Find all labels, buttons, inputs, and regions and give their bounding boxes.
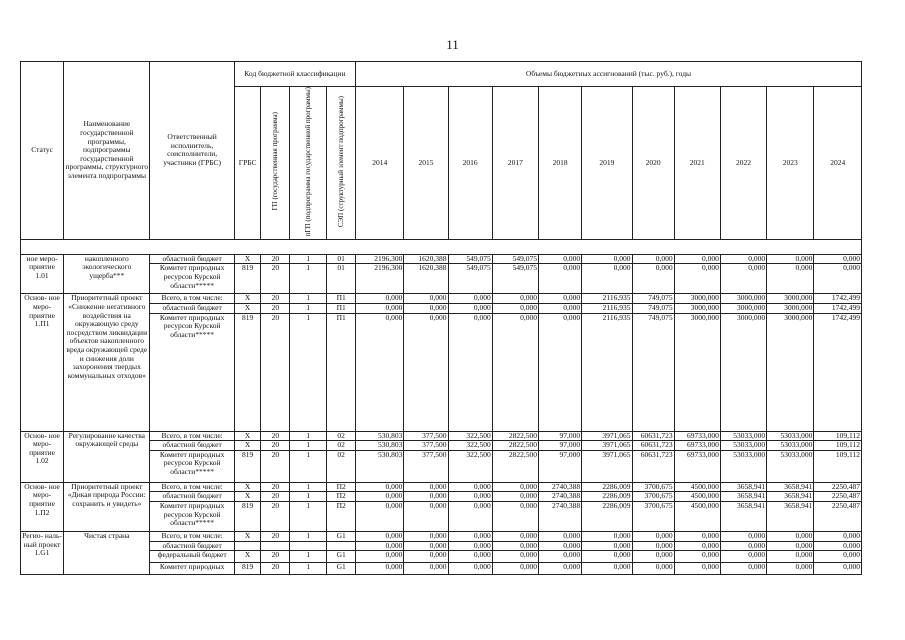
value-cell: 3000,000 — [767, 294, 814, 304]
value-cell: 2250,487 — [814, 501, 862, 531]
pgp-cell: 1 — [290, 450, 327, 482]
pgp-cell: 1 — [290, 313, 327, 431]
value-cell: 2740,388 — [538, 501, 581, 531]
responsible-cell: областной бюджет — [150, 303, 234, 313]
value-cell: 109,112 — [814, 450, 862, 482]
value-cell: 0,000 — [674, 531, 720, 541]
value-cell: 3000,000 — [767, 313, 814, 431]
gp-cell: 20 — [261, 313, 290, 431]
pgp-cell: 1 — [290, 492, 327, 502]
grbs-cell: X — [234, 531, 261, 541]
value-cell: 2740,388 — [538, 492, 581, 502]
value-cell: 0,000 — [404, 531, 448, 541]
header-kbk: Код бюджетной классификации — [234, 62, 355, 87]
value-cell: 749,075 — [632, 313, 674, 431]
table-row — [21, 254, 862, 264]
value-cell: 3700,675 — [632, 482, 674, 492]
value-cell: 0,000 — [404, 541, 448, 551]
responsible-cell: Всего, в том числе: — [150, 294, 234, 304]
value-cell: 0,000 — [767, 541, 814, 551]
header-year: 2017 — [492, 87, 538, 240]
responsible-cell: Комитет природных ресурсов Курской области***** — [150, 313, 234, 431]
value-cell: 0,000 — [492, 531, 538, 541]
header-year: 2020 — [632, 87, 674, 240]
value-cell: 530,803 — [356, 441, 404, 451]
status-cell: Основ- ное меро- приятие 1.П2 — [21, 482, 64, 531]
header-year: 2016 — [448, 87, 492, 240]
value-cell: 0,000 — [814, 264, 862, 294]
responsible-cell: Всего, в том числе: — [150, 531, 234, 541]
value-cell: 69733,000 — [674, 441, 720, 451]
value-cell: 0,000 — [492, 501, 538, 531]
value-cell: 0,000 — [582, 254, 632, 264]
value-cell: 0,000 — [538, 531, 581, 541]
sep-cell: П2 — [327, 501, 356, 531]
grbs-cell: 819 — [234, 501, 261, 531]
sep-cell: 01 — [327, 264, 356, 294]
grbs-cell: 819 — [234, 264, 261, 294]
value-cell: 0,000 — [492, 313, 538, 431]
pgp-cell: 1 — [290, 294, 327, 304]
value-cell: 2740,388 — [538, 482, 581, 492]
value-cell: 0,000 — [632, 531, 674, 541]
gp-cell: 20 — [261, 492, 290, 502]
value-cell: 4500,000 — [674, 501, 720, 531]
value-cell: 2286,009 — [582, 492, 632, 502]
header-year: 2018 — [538, 87, 581, 240]
value-cell: 1620,388 — [404, 264, 448, 294]
pgp-cell: 1 — [290, 431, 327, 441]
value-cell: 0,000 — [492, 294, 538, 304]
header-name: Наименование государственной программы, подпрограммы государственной программы, структурного элемента подпрограммы — [64, 62, 150, 240]
value-cell: 0,000 — [538, 294, 581, 304]
grbs-cell: 819 — [234, 313, 261, 431]
value-cell: 60631,723 — [632, 431, 674, 441]
gp-cell: 20 — [261, 431, 290, 441]
value-cell: 377,500 — [404, 431, 448, 441]
responsible-cell: Всего, в том числе: — [150, 431, 234, 441]
header-spacer — [21, 239, 862, 254]
value-cell: 3658,941 — [767, 482, 814, 492]
responsible-cell: Комитет природных ресурсов Курской области***** — [150, 450, 234, 482]
value-cell: 0,000 — [814, 563, 862, 575]
value-cell: 549,075 — [492, 264, 538, 294]
value-cell: 0,000 — [538, 303, 581, 313]
value-cell: 3000,000 — [674, 313, 720, 431]
value-cell: 0,000 — [404, 294, 448, 304]
pgp-cell: 1 — [290, 254, 327, 264]
status-cell: Основ- ное меро- приятие 1.02 — [21, 431, 64, 482]
value-cell: 97,000 — [538, 431, 581, 441]
sep-cell: G1 — [327, 551, 356, 563]
budget-table — [20, 61, 862, 575]
value-cell: 0,000 — [448, 303, 492, 313]
responsible-cell: федеральный бюджет — [150, 551, 234, 563]
value-cell: 0,000 — [814, 551, 862, 563]
header-gp-text: ГП (государственная программа) — [271, 112, 280, 211]
header-pgp-text: пГП (подпрограмма государственной программы) — [304, 87, 313, 237]
header-volumes: Объемы бюджетных ассигнований (тыс. руб.), годы — [356, 62, 862, 87]
gp-cell: 20 — [261, 303, 290, 313]
value-cell: 0,000 — [448, 501, 492, 531]
value-cell: 0,000 — [404, 551, 448, 563]
value-cell: 0,000 — [582, 531, 632, 541]
value-cell: 0,000 — [356, 541, 404, 551]
value-cell: 0,000 — [448, 541, 492, 551]
value-cell: 0,000 — [356, 482, 404, 492]
responsible-cell: областной бюджет — [150, 441, 234, 451]
grbs-cell: X — [234, 303, 261, 313]
sep-cell: П1 — [327, 303, 356, 313]
table-row — [21, 431, 862, 441]
value-cell: 0,000 — [356, 551, 404, 563]
gp-cell: 20 — [261, 264, 290, 294]
name-cell: Приоритетный проект «Дикая природа России: сохранить и увидеть» — [64, 482, 150, 531]
grbs-cell: X — [234, 482, 261, 492]
value-cell: 0,000 — [767, 531, 814, 541]
responsible-cell: областной бюджет — [150, 254, 234, 264]
responsible-cell: областной бюджет — [150, 541, 234, 551]
value-cell: 0,000 — [674, 551, 720, 563]
value-cell: 1742,499 — [814, 313, 862, 431]
value-cell: 0,000 — [356, 531, 404, 541]
value-cell: 0,000 — [404, 303, 448, 313]
sep-cell: G1 — [327, 531, 356, 541]
gp-cell: 20 — [261, 563, 290, 575]
gp-cell — [261, 541, 290, 551]
name-cell: Чистая страна — [64, 531, 150, 574]
value-cell: 3658,941 — [767, 492, 814, 502]
gp-cell: 20 — [261, 482, 290, 492]
value-cell: 3000,000 — [767, 303, 814, 313]
header-gp — [261, 87, 290, 240]
gp-cell: 20 — [261, 531, 290, 541]
value-cell: 3000,000 — [720, 294, 766, 304]
value-cell: 53033,000 — [767, 441, 814, 451]
gp-cell: 20 — [261, 441, 290, 451]
sep-cell: 02 — [327, 441, 356, 451]
value-cell: 2822,500 — [492, 450, 538, 482]
value-cell: 0,000 — [814, 254, 862, 264]
value-cell: 322,500 — [448, 441, 492, 451]
value-cell: 60631,723 — [632, 441, 674, 451]
value-cell: 749,075 — [632, 294, 674, 304]
value-cell: 1742,499 — [814, 294, 862, 304]
value-cell: 2196,300 — [356, 264, 404, 294]
value-cell: 60631,723 — [632, 450, 674, 482]
value-cell: 377,500 — [404, 450, 448, 482]
value-cell: 109,112 — [814, 441, 862, 451]
value-cell: 0,000 — [356, 492, 404, 502]
value-cell: 0,000 — [814, 541, 862, 551]
value-cell: 1620,388 — [404, 254, 448, 264]
grbs-cell: 819 — [234, 450, 261, 482]
value-cell: 69733,000 — [674, 450, 720, 482]
value-cell: 0,000 — [538, 541, 581, 551]
value-cell: 0,000 — [814, 531, 862, 541]
value-cell: 3700,675 — [632, 501, 674, 531]
value-cell: 0,000 — [720, 551, 766, 563]
value-cell: 3700,675 — [632, 492, 674, 502]
value-cell: 4500,000 — [674, 492, 720, 502]
value-cell: 53033,000 — [720, 450, 766, 482]
value-cell: 69733,000 — [674, 431, 720, 441]
value-cell: 749,075 — [632, 303, 674, 313]
responsible-cell: Комитет природных — [150, 563, 234, 575]
value-cell: 97,000 — [538, 441, 581, 451]
value-cell: 0,000 — [582, 264, 632, 294]
value-cell: 0,000 — [767, 551, 814, 563]
name-cell: накопленного экологического ущерба*** — [64, 254, 150, 294]
value-cell: 0,000 — [674, 563, 720, 575]
value-cell: 0,000 — [356, 303, 404, 313]
value-cell: 53033,000 — [720, 441, 766, 451]
value-cell: 0,000 — [632, 541, 674, 551]
grbs-cell: X — [234, 492, 261, 502]
value-cell: 0,000 — [538, 563, 581, 575]
gp-cell: 20 — [261, 551, 290, 563]
value-cell: 2286,009 — [582, 482, 632, 492]
responsible-cell: Комитет природных ресурсов Курской области***** — [150, 501, 234, 531]
value-cell: 0,000 — [492, 541, 538, 551]
value-cell: 3971,065 — [582, 431, 632, 441]
value-cell: 0,000 — [448, 563, 492, 575]
value-cell: 0,000 — [448, 482, 492, 492]
value-cell: 0,000 — [674, 254, 720, 264]
value-cell: 4500,000 — [674, 482, 720, 492]
responsible-cell: областной бюджет — [150, 492, 234, 502]
value-cell: 0,000 — [492, 551, 538, 563]
value-cell: 0,000 — [674, 541, 720, 551]
value-cell: 0,000 — [356, 313, 404, 431]
page-number: 11 — [446, 37, 459, 52]
pgp-cell: 1 — [290, 563, 327, 575]
pgp-cell: 1 — [290, 531, 327, 541]
pgp-cell: 1 — [290, 441, 327, 451]
value-cell: 0,000 — [674, 264, 720, 294]
table-header — [21, 62, 862, 255]
value-cell: 0,000 — [720, 264, 766, 294]
value-cell: 109,112 — [814, 431, 862, 441]
value-cell: 0,000 — [448, 531, 492, 541]
value-cell: 0,000 — [582, 541, 632, 551]
header-year: 2015 — [404, 87, 448, 240]
header-responsible: Ответственный исполнитель, соисполнители, участники (ГРБС) — [150, 62, 234, 240]
status-cell: ное меро- приятие 1.01 — [21, 254, 64, 294]
grbs-cell: X — [234, 254, 261, 264]
value-cell: 0,000 — [404, 482, 448, 492]
gp-cell: 20 — [261, 450, 290, 482]
table-row — [21, 531, 862, 541]
value-cell: 2822,500 — [492, 431, 538, 441]
sep-cell: 01 — [327, 254, 356, 264]
table-row — [21, 482, 862, 492]
pgp-cell: 1 — [290, 501, 327, 531]
table-body — [21, 254, 862, 574]
value-cell: 3971,065 — [582, 450, 632, 482]
header-sep-text: СЭП (структурный элемент подпрограммы) — [337, 96, 346, 228]
value-cell: 549,075 — [448, 264, 492, 294]
value-cell: 549,075 — [492, 254, 538, 264]
sep-cell — [327, 541, 356, 551]
value-cell: 0,000 — [448, 313, 492, 431]
value-cell: 3658,941 — [767, 501, 814, 531]
pgp-cell: 1 — [290, 303, 327, 313]
name-cell: Приоритетный проект «Снижение негативного воздействия на окружающую среду посредством ликвидации объектов накопленного вреда окружающей среде и снижения доли захоронения твердых коммунальных отходов» — [64, 294, 150, 431]
value-cell: 0,000 — [404, 563, 448, 575]
grbs-cell: 819 — [234, 563, 261, 575]
value-cell: 2822,500 — [492, 441, 538, 451]
grbs-cell: X — [234, 294, 261, 304]
value-cell: 3000,000 — [674, 303, 720, 313]
sep-cell: 02 — [327, 431, 356, 441]
value-cell: 322,500 — [448, 431, 492, 441]
sep-cell: G1 — [327, 563, 356, 575]
value-cell: 0,000 — [632, 254, 674, 264]
status-cell: Основ- ное меро- приятие 1.П1 — [21, 294, 64, 431]
value-cell: 97,000 — [538, 450, 581, 482]
grbs-cell: X — [234, 551, 261, 563]
header-year: 2019 — [582, 87, 632, 240]
status-cell: Регио- наль- ный проект 1.G1 — [21, 531, 64, 574]
header-pgp — [290, 87, 327, 240]
value-cell: 549,075 — [448, 254, 492, 264]
value-cell: 2250,487 — [814, 492, 862, 502]
value-cell: 2116,935 — [582, 303, 632, 313]
value-cell: 2196,300 — [356, 254, 404, 264]
header-year: 2023 — [767, 87, 814, 240]
header-year: 2014 — [356, 87, 404, 240]
value-cell: 1742,499 — [814, 303, 862, 313]
value-cell: 0,000 — [767, 264, 814, 294]
pgp-cell: 1 — [290, 482, 327, 492]
sep-cell: П1 — [327, 294, 356, 304]
value-cell: 0,000 — [404, 501, 448, 531]
header-year: 2021 — [674, 87, 720, 240]
pgp-cell: 1 — [290, 264, 327, 294]
pgp-cell: 1 — [290, 551, 327, 563]
responsible-cell: Всего, в том числе: — [150, 482, 234, 492]
value-cell: 530,803 — [356, 431, 404, 441]
sep-cell: 02 — [327, 450, 356, 482]
grbs-cell: X — [234, 431, 261, 441]
value-cell: 0,000 — [492, 563, 538, 575]
value-cell: 0,000 — [720, 531, 766, 541]
table-row — [21, 294, 862, 304]
value-cell: 53033,000 — [767, 431, 814, 441]
value-cell: 0,000 — [632, 563, 674, 575]
value-cell: 530,803 — [356, 450, 404, 482]
gp-cell: 20 — [261, 254, 290, 264]
value-cell: 2116,935 — [582, 294, 632, 304]
value-cell: 0,000 — [582, 563, 632, 575]
value-cell: 0,000 — [720, 563, 766, 575]
grbs-cell — [234, 541, 261, 551]
value-cell: 0,000 — [404, 313, 448, 431]
value-cell: 0,000 — [492, 303, 538, 313]
value-cell: 0,000 — [538, 254, 581, 264]
value-cell: 0,000 — [720, 541, 766, 551]
value-cell: 377,500 — [404, 441, 448, 451]
value-cell: 3971,065 — [582, 441, 632, 451]
value-cell: 0,000 — [448, 492, 492, 502]
value-cell: 0,000 — [448, 294, 492, 304]
value-cell: 0,000 — [448, 551, 492, 563]
value-cell: 3000,000 — [720, 313, 766, 431]
value-cell: 0,000 — [356, 501, 404, 531]
header-grbs: ГРБС — [234, 87, 261, 240]
gp-cell: 20 — [261, 294, 290, 304]
value-cell: 0,000 — [404, 492, 448, 502]
value-cell: 0,000 — [767, 254, 814, 264]
pgp-cell — [290, 541, 327, 551]
value-cell: 3658,941 — [720, 501, 766, 531]
sep-cell: П2 — [327, 492, 356, 502]
value-cell: 0,000 — [538, 313, 581, 431]
value-cell: 322,500 — [448, 450, 492, 482]
value-cell: 0,000 — [356, 294, 404, 304]
value-cell: 0,000 — [492, 492, 538, 502]
value-cell: 2286,009 — [582, 501, 632, 531]
value-cell: 3000,000 — [674, 294, 720, 304]
value-cell: 0,000 — [492, 482, 538, 492]
header-sep — [327, 87, 356, 240]
value-cell: 0,000 — [767, 563, 814, 575]
value-cell: 0,000 — [538, 551, 581, 563]
value-cell: 0,000 — [632, 264, 674, 294]
header-year: 2022 — [720, 87, 766, 240]
value-cell: 53033,000 — [720, 431, 766, 441]
value-cell: 3000,000 — [720, 303, 766, 313]
value-cell: 0,000 — [720, 254, 766, 264]
name-cell: Регулирование качества окружающей среды — [64, 431, 150, 482]
value-cell: 0,000 — [632, 551, 674, 563]
value-cell: 2116,935 — [582, 313, 632, 431]
value-cell: 0,000 — [356, 563, 404, 575]
gp-cell: 20 — [261, 501, 290, 531]
sep-cell: П1 — [327, 313, 356, 431]
value-cell: 2250,487 — [814, 482, 862, 492]
value-cell: 0,000 — [582, 551, 632, 563]
value-cell: 0,000 — [538, 264, 581, 294]
sep-cell: П2 — [327, 482, 356, 492]
value-cell: 3658,941 — [720, 492, 766, 502]
header-year: 2024 — [814, 87, 862, 240]
header-spacer-cell — [21, 239, 862, 254]
header-status: Статус — [21, 62, 64, 240]
grbs-cell: X — [234, 441, 261, 451]
value-cell: 53033,000 — [767, 450, 814, 482]
value-cell: 3658,941 — [720, 482, 766, 492]
responsible-cell: Комитет природных ресурсов Курской области***** — [150, 264, 234, 294]
